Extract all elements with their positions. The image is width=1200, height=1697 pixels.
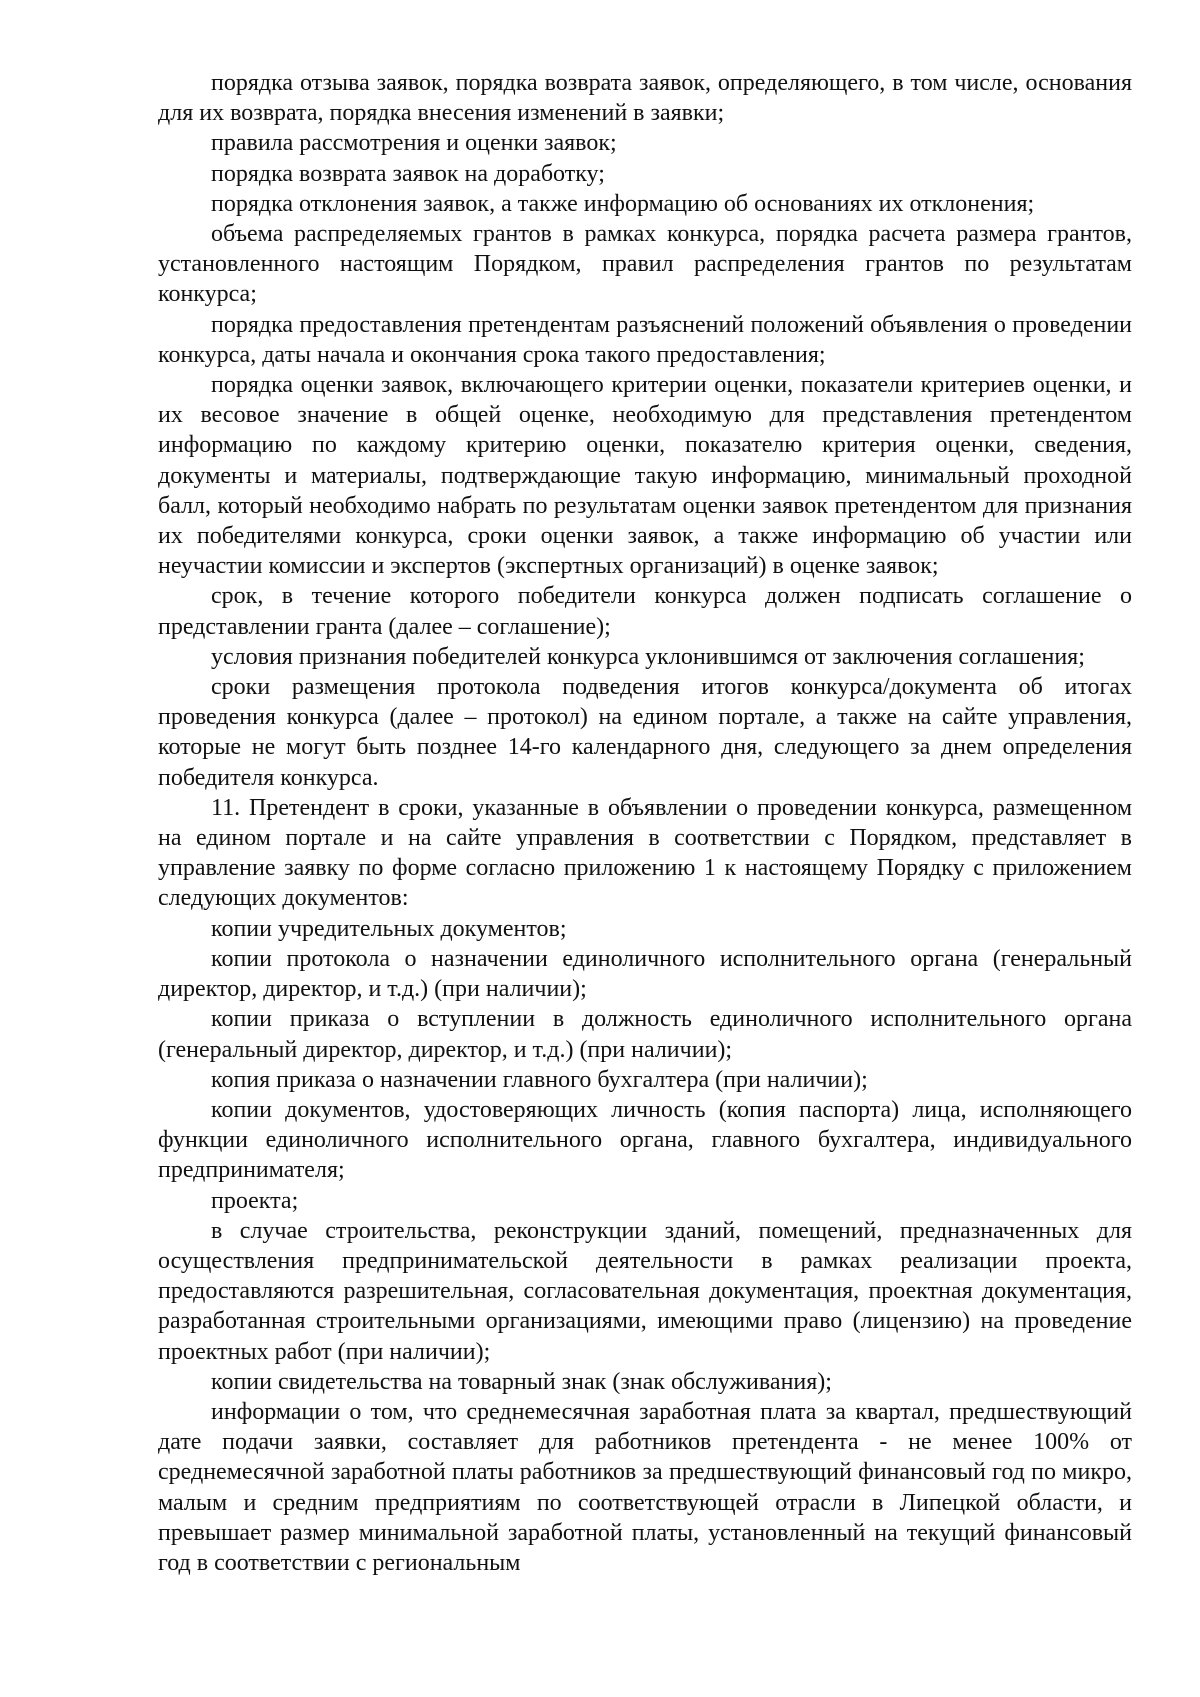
paragraph: проекта; (211, 1187, 299, 1214)
paragraph: условия признания победителей конкурса уклонившимся от заключения соглашения; (211, 643, 1085, 670)
paragraph: копии приказа о вступлении в должность единоличного исполнительного органа (генеральный директор, директор, и т.д.) (при наличии); (158, 1006, 1132, 1063)
paragraph: копии документов, удостоверяющих личность (копия паспорта) лица, исполняющего функции единоличного исполнительного органа, главного бухгалтера, индивидуального предпринимателя; (158, 1096, 1132, 1184)
paragraph: срок, в течение которого победители конкурса должен подписать соглашение о представлении гранта (далее – соглашение); (158, 583, 1132, 640)
paragraph: сроки размещения протокола подведения итогов конкурса/документа об итогах проведения конкурса (далее – протокол) на едином портале, а также на сайте управления, которые не могут быть позднее 14-го календарного дня, следующего за днем определения победителя конкурса. (158, 674, 1132, 791)
paragraph: копия приказа о назначении главного бухгалтера (при наличии); (211, 1066, 868, 1093)
paragraph: порядка возврата заявок на доработку; (211, 160, 605, 187)
paragraph: порядка отзыва заявок, порядка возврата заявок, определяющего, в том числе, основания для их возврата, порядка внесения изменений в заявки; (158, 70, 1132, 127)
paragraph: копии протокола о назначении единоличного исполнительного органа (генеральный директор, директор, и т.д.) (при наличии); (158, 945, 1132, 1003)
paragraph: порядка предоставления претендентам разъяснений положений объявления о проведении конкурса, даты начала и окончания срока такого предоставления; (158, 311, 1132, 368)
section-11-paragraph: 11. Претендент в сроки, указанные в объявлении о проведении конкурса, размещенном на едином портале и на сайте управления в соответствии с Порядком, представляет в управление заявку по форме согласно приложению 1 к настоящему Порядку с приложением следующих документов: (158, 794, 1132, 912)
paragraph: порядка отклонения заявок, а также информацию об основаниях их отклонения; (211, 190, 1035, 217)
paragraph: объема распределяемых грантов в рамках конкурса, порядка расчета размера грантов, установленного настоящим Порядком, правил распределения грантов по результатам конкурса; (158, 221, 1132, 308)
document-page (158, 68, 1132, 1578)
paragraph: копии свидетельства на товарный знак (знак обслуживания); (211, 1368, 832, 1395)
paragraph: копии учредительных документов; (211, 915, 567, 942)
paragraph: информации о том, что среднемесячная заработная плата за квартал, предшествующий дате подачи заявки, составляет для работников претендента - не менее 100% от среднемесячной заработной платы работников за предшествующий финансовый год по микро, малым и средним предприятиям по соответствующей отрасли в Липецкой области, и превышает размер минимальной заработной платы, установленный на текущий финансовый год в соответствии с региональным (158, 1398, 1132, 1576)
paragraph: порядка оценки заявок, включающего критерии оценки, показатели критериев оценки, и их весовое значение в общей оценке, необходимую для представления претендентом информацию по каждому критерию оценки, показателю критерия оценки, сведения, документы и материалы, подтверждающие такую информацию, минимальный проходной балл, который необходимо набрать по результатам оценки заявок претендентом для признания их победителями конкурса, сроки оценки заявок, а также информацию об участии или неучастии комиссии и экспертов (экспертных организаций) в оценке заявок; (158, 372, 1132, 580)
paragraph: в случае строительства, реконструкции зданий, помещений, предназначенных для осуществления предпринимательской деятельности в рамках реализации проекта, предоставляются разрешительная, согласовательная документация, проектная документация, разработанная строительными организациями, имеющими право (лицензию) на проведение проектных работ (при наличии); (158, 1217, 1132, 1365)
paragraph: правила рассмотрения и оценки заявок; (211, 130, 617, 157)
